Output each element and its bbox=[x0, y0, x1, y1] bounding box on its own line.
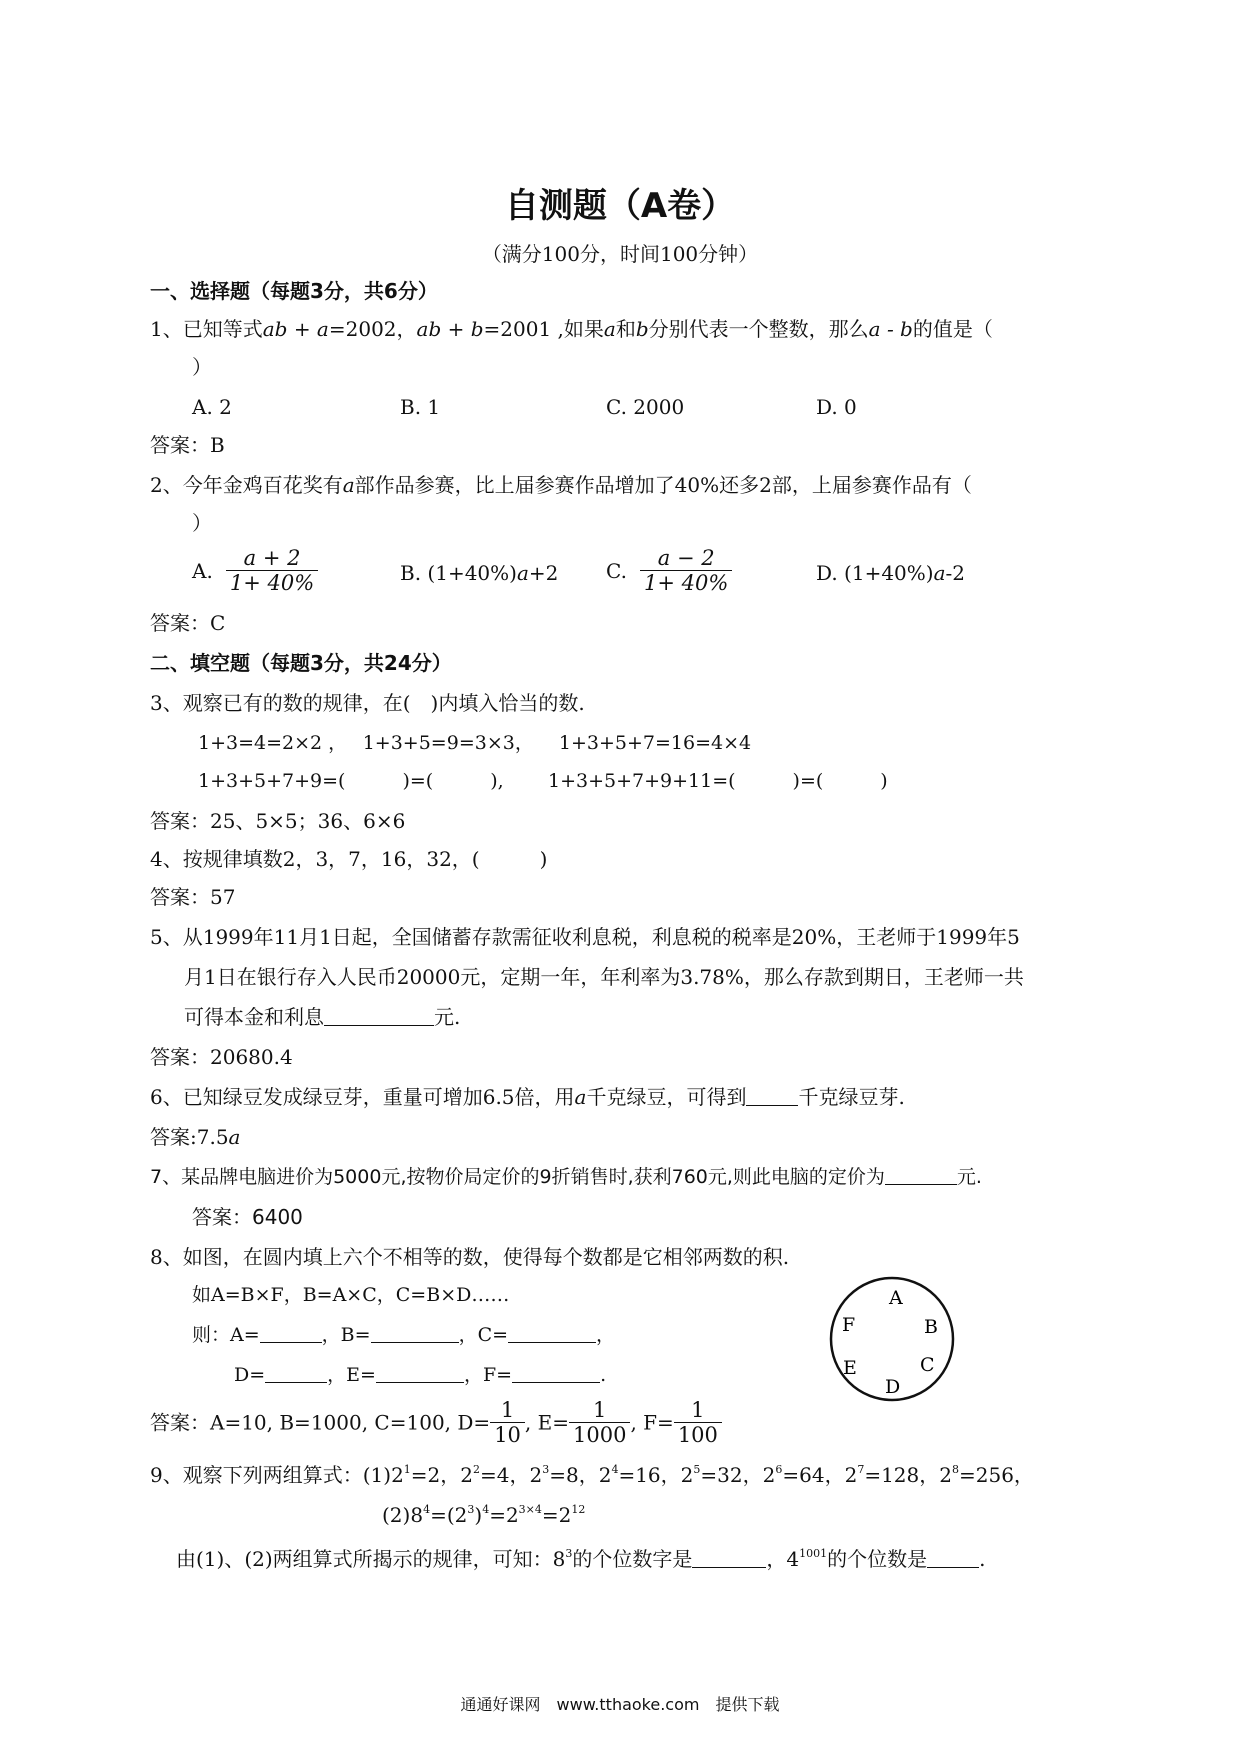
page-subtitle: （满分100分，时间100分钟） bbox=[481, 242, 759, 266]
circle-label-c: C bbox=[920, 1354, 935, 1376]
answer-7: 答案：6400 bbox=[192, 1205, 303, 1229]
answer-blank bbox=[324, 1005, 434, 1026]
power-item: $2^4=16$， bbox=[598, 1463, 681, 1487]
power-item: $2^6=64$， bbox=[762, 1463, 845, 1487]
circle-label-f: F bbox=[842, 1314, 856, 1336]
circle-label-b: B bbox=[924, 1316, 938, 1338]
option-d: D. (1+40%)a-2 bbox=[816, 561, 965, 585]
answer-3: 答案：25、5×5；36、6×6 bbox=[150, 809, 406, 833]
power-item: $2^1=2$， bbox=[391, 1463, 461, 1487]
power-item: $2^3=8$， bbox=[529, 1463, 599, 1487]
question-8-stem: 8、如图，在圆内填上六个不相等的数，使得每个数都是它相邻两数的积. bbox=[150, 1245, 790, 1269]
answer-blank bbox=[512, 1362, 600, 1383]
answer-blank bbox=[885, 1164, 957, 1185]
question-8-example: 如A=B×F，B=A×C，C=B×D…… bbox=[192, 1284, 510, 1306]
question-1-stem: 1、已知等式ab + a=2002，ab + b=2001 ,如果a和b分别代表一个整数，那么a - b的值是（ bbox=[150, 317, 993, 341]
answer-6: 答案:7.5a bbox=[150, 1125, 241, 1149]
option-a: A. $\frac{a + 2}{1+ 40\%}$ bbox=[192, 546, 318, 595]
answer-blank bbox=[376, 1362, 464, 1383]
circle-diagram bbox=[827, 1274, 957, 1404]
question-5-line: 可得本金和利息 元. bbox=[184, 1005, 461, 1029]
fraction: $\frac{a - 2}{1+ 40\%}$ bbox=[640, 546, 732, 595]
answer-1: 答案：B bbox=[150, 433, 225, 457]
page-title: 自测题（A卷） bbox=[504, 186, 736, 226]
answer-blank bbox=[508, 1322, 596, 1343]
question-4-stem: 4、按规律填数2，3，7，16，32，( ) bbox=[150, 847, 548, 871]
answer-4: 答案：57 bbox=[150, 885, 236, 909]
question-3-line: 1+3+5+7+9+11=( )=( ) bbox=[548, 770, 888, 792]
question-9-conclusion: 由(1)、(2)两组算式所揭示的规律，可知：$8^3$的个位数字是 ，$4^{1001}$的个位数是 . bbox=[176, 1547, 986, 1571]
answer-blank bbox=[927, 1547, 979, 1568]
question-2-paren: ） bbox=[192, 511, 212, 535]
answer-blank bbox=[746, 1085, 798, 1106]
answer-2: 答案：C bbox=[150, 611, 226, 635]
circle-label-d: D bbox=[885, 1376, 901, 1398]
question-6-stem: 6、已知绿豆发成绿豆芽，重量可增加6.5倍，用a千克绿豆，可得到 千克绿豆芽. bbox=[150, 1085, 905, 1109]
option-a: A. 2 bbox=[192, 395, 232, 419]
question-3-line: 1+3+5+7+9=( )=( ), bbox=[198, 770, 504, 792]
section-heading: 一、选择题（每题3分，共6分） bbox=[150, 279, 438, 303]
question-2-stem: 2、今年金鸡百花奖有a部作品参赛，比上届参赛作品增加了40%还多2部，上届参赛作品有（ bbox=[150, 473, 972, 497]
answer-blank bbox=[265, 1362, 327, 1383]
option-d: D. 0 bbox=[816, 395, 857, 419]
question-3-stem: 3、观察已有的数的规律，在( )内填入恰当的数. bbox=[150, 691, 585, 715]
answer-blank bbox=[371, 1322, 459, 1343]
option-b: B. (1+40%)a+2 bbox=[400, 561, 559, 585]
power-item: $2^8=256$， bbox=[939, 1463, 1034, 1487]
fraction: $\frac{a + 2}{1+ 40\%}$ bbox=[226, 546, 318, 595]
section-heading: 二、填空题（每题3分，共24分） bbox=[150, 651, 452, 675]
option-b: B. 1 bbox=[400, 395, 441, 419]
question-8-row: 则：A= ，B= ，C= ， bbox=[192, 1324, 616, 1346]
question-8-row: D= ，E= ，F= . bbox=[234, 1364, 607, 1386]
option-c: C. $\frac{a - 2}{1+ 40\%}$ bbox=[606, 546, 732, 595]
question-1-paren: ） bbox=[192, 355, 212, 379]
question-5-line: 5、从1999年11月1日起，全国储蓄存款需征收利息税，利息税的税率是20%，王老师于1999年5 bbox=[150, 925, 1020, 949]
footer-text: 通通好课网 www.tthaoke.com 提供下载 bbox=[460, 1695, 780, 1714]
answer-5: 答案：20680.4 bbox=[150, 1045, 293, 1069]
circle-label-e: E bbox=[843, 1357, 857, 1379]
question-7-stem: 7、某品牌电脑进价为5000元,按物价局定价的9折销售时,获利760元,则此电脑的定价为 元. bbox=[150, 1166, 982, 1188]
answer-blank bbox=[692, 1547, 766, 1568]
answer-8: 答案：A=10, B=1000, C=100, D= $\frac{1}{10}$ , E= $\frac{1}{1000}$ , F= $\frac{1}{100}$ bbox=[150, 1398, 722, 1447]
question-5-line: 月1日在银行存入人民币20000元，定期一年，年利率为3.78%，那么存款到期日，王老师一共 bbox=[184, 965, 1024, 989]
power-item: $2^2=4$， bbox=[460, 1463, 530, 1487]
question-9-stem: 9、观察下列两组算式：$(1)2^1=2$，$2^2=4$，$2^3=8$，$2^4=16$，$2^5=32$，$2^6=64$，$2^7=128$，$2^8=256$， bbox=[150, 1463, 1034, 1487]
option-c: C. 2000 bbox=[606, 395, 685, 419]
circle-label-a: A bbox=[889, 1287, 903, 1309]
question-9-group2: $(2)8^4=(2^3)^4=2^{3\times 4}=2^{12}$ bbox=[382, 1503, 586, 1527]
power-item: $2^5=32$， bbox=[680, 1463, 763, 1487]
power-item: $2^7=128$， bbox=[844, 1463, 940, 1487]
answer-blank bbox=[260, 1322, 322, 1343]
question-3-line: 1+3=4=2×2 ， 1+3+5=9=3×3， 1+3+5+7=16=4×4 bbox=[198, 732, 752, 754]
